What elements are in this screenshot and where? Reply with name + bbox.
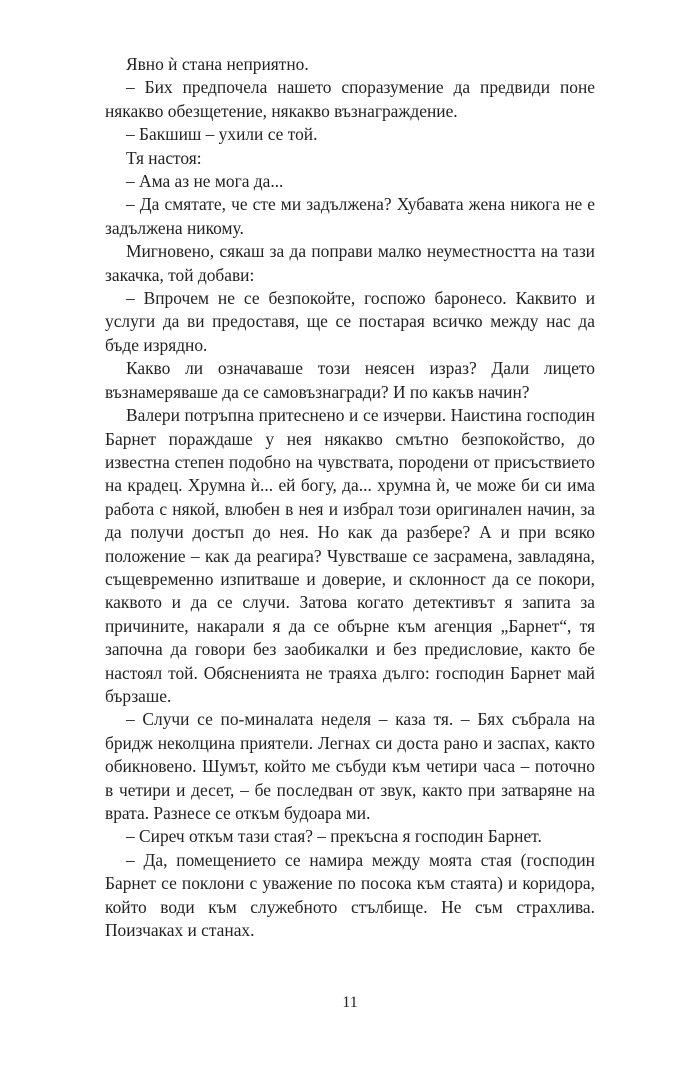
paragraph: – Да смятате, че сте ми задължена? Хубавата жена никога не е задължена никому. <box>105 194 595 238</box>
paragraph: – Впрочем не се безпокойте, госпожо баронесо. Каквито и услуги да ви предоставя, ще се постарая всичко между нас да бъде изрядно. <box>105 288 595 355</box>
body-text <box>105 53 595 942</box>
paragraph: – Сиреч откъм тази стая? – прекъсна я господин Барнет. <box>126 826 542 847</box>
paragraph: Тя настоя: <box>126 147 202 168</box>
paragraph: – Бих предпочела нашето споразумение да предвиди поне някакво обезщетение, някакво възнаграждение. <box>105 77 595 121</box>
paragraph: Какво ли означаваше този неясен израз? Дали лицето възнамеряваше да се самовъзнагради? И по какъв начин? <box>105 358 595 402</box>
paragraph: – Да, помещението се намира между моята стая (господин Барнет се поклони с уважение по посока към стаята) и коридора, който води към служебното стълбище. Не съм страхлива. Поизчаках и станах. <box>105 849 595 941</box>
paragraph: Явно ѝ стана неприятно. <box>126 54 309 74</box>
paragraph: – Бакшиш – ухили се той. <box>126 124 318 145</box>
page-number: 11 <box>342 994 358 1011</box>
paragraph: Мигновено, сякаш за да поправи малко неуместността на тази закачка, той добави: <box>105 241 595 285</box>
paragraph: – Ама аз не мога да... <box>126 171 284 192</box>
paragraph: Валери потръпна притеснено и се изчерви. Наистина господин Барнет пораждаше у нея някакво смътно безпокойство, до известна степен подобно на чувствата, породени от присъствието на крадец. Хрумна ѝ... ей богу, да... хрумна ѝ, че може би си има работа с някой, влюбен в нея и избрал този оригинален начин, за да получи достъп до нея. Но как да разбере? А и при всяко положение – как да реагира? Чувстваше се засрамена, завладяна, същевременно изпитваше и доверие, и склонност да се покори, каквото и да се случи. Затова когато детективът я запита за причините, накарали я да се обърне към агенция „Барнет“, тя започна да говори без заобикалки и без предисловие, както бе настоял той. Обясненията не траяха дълго: господин Барнет май бързаше. <box>105 405 595 706</box>
paragraph: – Случи се по-миналата неделя – каза тя. – Бях събрала на бридж неколцина приятели. Легнах си доста рано и заспах, както обикновено. Шумът, който ме събуди към четири часа – поточно в четири и десет, – бе последван от звук, както при затваряне на врата. Разнесе се откъм будоара ми. <box>105 709 595 823</box>
